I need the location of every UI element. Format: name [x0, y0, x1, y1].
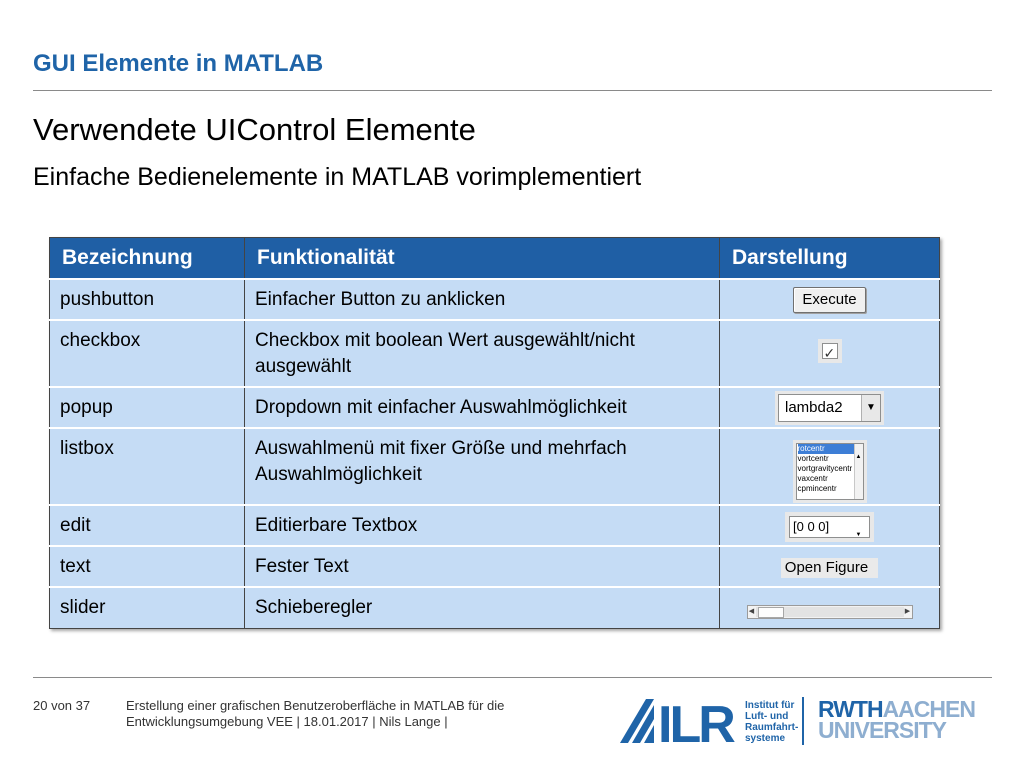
slide-title: Verwendete UIControl Elemente — [33, 112, 476, 147]
table-row — [50, 505, 940, 546]
ilr-institute-name: Institut für Luft- und Raumfahrt- systeme — [745, 700, 799, 744]
slide-subtitle: Einfache Bedienelemente in MATLAB vorimplementiert — [33, 163, 642, 191]
header-divider — [33, 90, 992, 91]
row-desc: Auswahlmenü mit fixer Größe und mehrfach Auswahlmöglichkeit — [245, 428, 720, 505]
col-header-darstellung: Darstellung — [720, 238, 940, 280]
list-item[interactable]: vaxcentr — [797, 474, 828, 483]
row-desc: Schieberegler — [245, 587, 720, 628]
list-item[interactable]: rotcentr — [798, 444, 854, 454]
row-name: checkbox — [50, 320, 245, 387]
listbox-items — [797, 444, 854, 499]
table-row — [50, 587, 940, 628]
slider-left-arrow-icon[interactable]: ◀ — [748, 607, 755, 615]
demo-static-text: Open Figure — [781, 558, 878, 578]
demo-slider[interactable] — [747, 605, 913, 619]
col-header-funktionalitaet: Funktionalität — [245, 238, 720, 280]
row-desc: Fester Text — [245, 546, 720, 587]
check-icon: ✓ — [823, 344, 836, 361]
table-row — [50, 546, 940, 587]
demo-checkbox[interactable] — [822, 343, 838, 359]
table-header-row — [50, 238, 940, 280]
uicontrol-table — [49, 237, 940, 629]
ilr-logo — [620, 696, 742, 754]
ilr-wordmark: ILR — [658, 696, 733, 754]
list-item[interactable]: cpmincentr — [797, 484, 837, 493]
demo-cell — [720, 387, 940, 428]
list-item[interactable]: vortcentr — [797, 454, 829, 463]
dropdown-arrow-icon[interactable]: ▼ — [861, 395, 880, 421]
table-row — [50, 279, 940, 320]
demo-cell — [720, 546, 940, 587]
row-name: slider — [50, 587, 245, 628]
table-row — [50, 387, 940, 428]
footer-line-1: Erstellung einer grafischen Benutzeroberfläche in MATLAB für die — [126, 698, 505, 713]
footer-text — [126, 698, 504, 730]
rwth-logo: RWTHAACHEN UNIVERSITY — [818, 696, 975, 743]
footer-line-2: Entwicklungsumgebung VEE | 18.01.2017 | Nils Lange | — [126, 714, 448, 729]
demo-edit-field[interactable]: [0 0 0] — [789, 516, 870, 538]
demo-popup[interactable] — [778, 394, 881, 422]
page-number: 20 von 37 — [33, 698, 91, 713]
popup-value: lambda2 — [785, 398, 843, 416]
row-desc: Editierbare Textbox — [245, 505, 720, 546]
col-header-bezeichnung: Bezeichnung — [50, 238, 245, 280]
listbox-scrollbar[interactable]: ▲ ▼ — [854, 444, 863, 499]
demo-cell — [720, 320, 940, 387]
demo-cell — [720, 587, 940, 628]
slider-track[interactable] — [756, 607, 904, 617]
row-name: pushbutton — [50, 279, 245, 320]
demo-cell — [720, 279, 940, 320]
row-desc: Checkbox mit boolean Wert ausgewählt/nicht ausgewählt — [245, 320, 720, 387]
slider-right-arrow-icon[interactable]: ▶ — [904, 607, 911, 615]
slider-thumb[interactable] — [758, 607, 784, 618]
row-name: listbox — [50, 428, 245, 505]
list-item[interactable]: vortgravitycentr — [797, 464, 853, 473]
row-desc: Dropdown mit einfacher Auswahlmöglichkeit — [245, 387, 720, 428]
execute-button[interactable]: Execute — [793, 287, 865, 313]
table-row — [50, 428, 940, 505]
section-title: GUI Elemente in MATLAB — [33, 50, 324, 77]
row-desc: Einfacher Button zu anklicken — [245, 279, 720, 320]
row-name: edit — [50, 505, 245, 546]
footer-divider — [33, 677, 992, 678]
demo-cell — [720, 505, 940, 546]
logo-separator — [802, 697, 804, 745]
table-row — [50, 320, 940, 387]
row-name: popup — [50, 387, 245, 428]
row-name: text — [50, 546, 245, 587]
